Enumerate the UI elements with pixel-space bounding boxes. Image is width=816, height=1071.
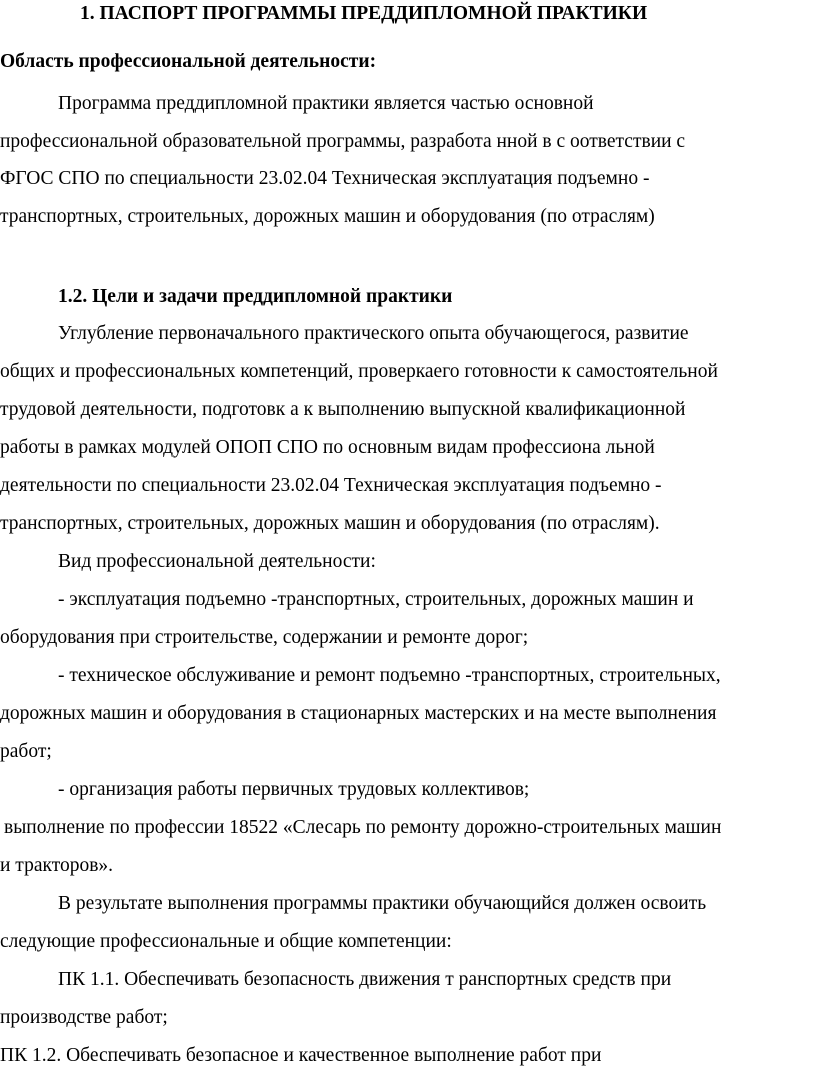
paragraph-line: ФГОС СПО по специальности 23.02.04 Техническая эксплуатация подъемно - [0,168,650,189]
paragraph-line: работы в рамках модулей ОПОП СПО по основным видам профессиона льной [0,437,655,458]
list-item: - эксплуатация подъемно -транспортных, строительных, дорожных машин и [58,589,694,610]
paragraph-line: профессиональной образовательной программы, разработа нной в с оответствии с [0,131,686,152]
area-heading: Область профессиональной деятельности: [0,51,377,72]
paragraph-line: и тракторов». [0,855,114,876]
paragraph-line: транспортных, строительных, дорожных машин и оборудования (по отраслям) [0,206,655,227]
section-heading: 1.2. Цели и задачи преддипломной практики [58,286,453,307]
paragraph-line: дорожных машин и оборудования в стационарных мастерских и на месте выполнения [0,703,717,724]
paragraph-line: Вид профессиональной деятельности: [58,551,376,572]
paragraph-line: ПК 1.2. Обеспечивать безопасное и качественное выполнение работ при [0,1045,602,1066]
paragraph-line: ПК 1.1. Обеспечивать безопасность движения т ранспортных средств при [58,969,672,990]
paragraph-line: трудовой деятельности, подготовк а к выполнению выпускной квалификационной [0,399,686,420]
paragraph-line: деятельности по специальности 23.02.04 Техническая эксплуатация подъемно - [0,475,662,496]
paragraph-line: следующие профессиональные и общие компетенции: [0,931,452,952]
paragraph-line: выполнение по профессии 18522 «Слесарь по ремонту дорожно-строительных машин [4,817,722,838]
list-item: - организация работы первичных трудовых коллективов; [58,779,530,800]
document-title: 1. ПАСПОРТ ПРОГРАММЫ ПРЕДДИПЛОМНОЙ ПРАКТИКИ [80,3,648,24]
paragraph-line: Углубление первоначального практического опыта обучающегося, развитие [58,323,689,344]
paragraph-line: производстве работ; [0,1007,168,1028]
paragraph-line: работ; [0,741,52,762]
paragraph-line: Программа преддипломной практики является частью основной [58,93,594,114]
list-item: - техническое обслуживание и ремонт подъемно -транспортных, строительных, [58,665,721,686]
paragraph-line: общих и профессиональных компетенций, проверкаего готовности к самостоятельной [0,361,718,382]
paragraph-line: транспортных, строительных, дорожных машин и оборудования (по отраслям). [0,513,660,534]
paragraph-line: оборудования при строительстве, содержании и ремонте дорог; [0,627,529,648]
paragraph-line: В результате выполнения программы практики обучающийся должен освоить [58,893,707,914]
